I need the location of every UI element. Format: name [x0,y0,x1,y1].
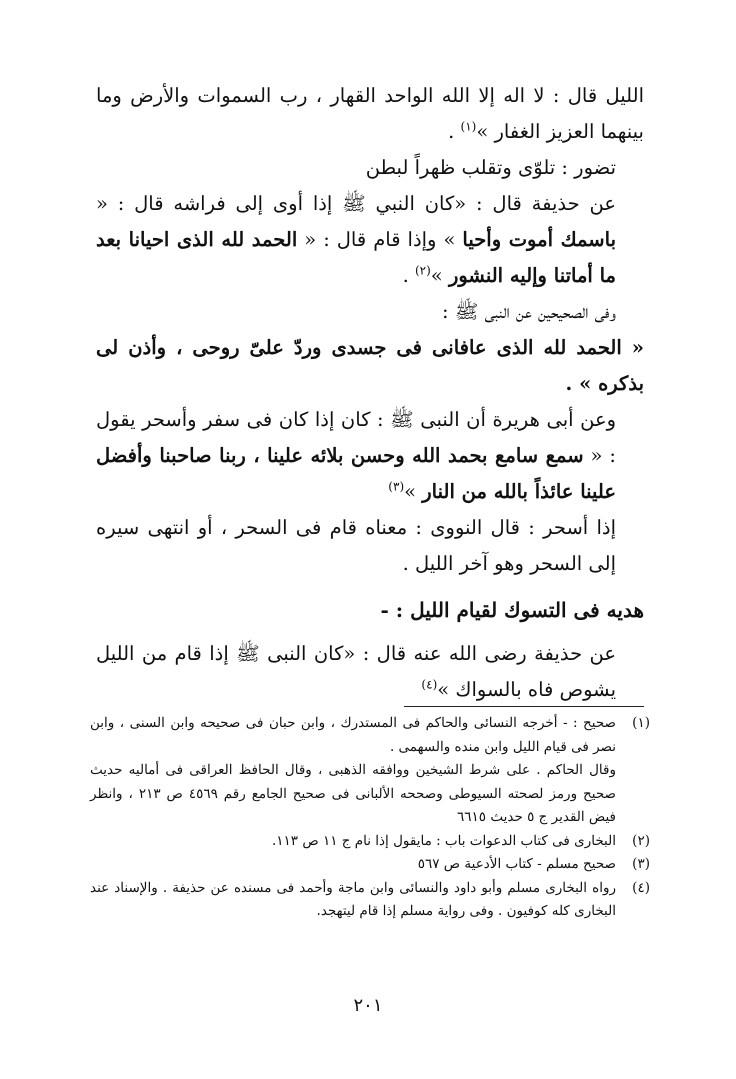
footnote-divider [404,706,644,707]
footnote-2 [90,830,650,854]
footnote-text: رواه البخارى مسلم وأبو داود والنسائى وابن ماجة وأحمد فى مسنده عن حذيفة . والإسناد عند البخارى كله كوفيون . وفى رواية مسلم إذا قام ليتهجد. [90,879,616,919]
footnote-4 [90,877,650,924]
footnote-number: (٤) [632,879,650,896]
footnote-ref-1: (١) [460,119,477,134]
section-heading: هديه فى التسوك لقيام الليل : - [380,598,644,622]
paragraph-1: الليل قال : لا اله إلا الله الواحد القهار ، رب السموات والأرض وما بينهما العزيز الغفار »$^{(١)}$ . [96,84,644,143]
footnote-number: (١) [632,715,650,731]
page-number: ٢٠١ [353,995,383,1016]
main-text [96,78,644,708]
footnote-1 [90,712,650,830]
footnote-text: صحيح مسلم - كتاب الأدعية ص ٥٦٧ [417,856,616,872]
paragraph-4: وفى الصحيحين عن النبى ﷺ : [442,300,616,323]
paragraph-5: « الحمد لله الذى عافانى فى جسدى وردّ علىّ روحى ، وأذن لى بذكره » . [96,336,644,395]
footnote-ref-4: (٤) [421,677,438,692]
footnote-text: وقال الحاكم . على شرط الشيخين ووافقه الذهبى ، وقال الحافظ العراقى فى أماليه حديث صحيح ورمز لصحته السيوطى وصححه الألبانى فى صحيح الجامع رقم ٤٥٦٩ ص ٢١٣ ، وانظر فيض القدير ج ٥ حديث ٦٦١٥ [90,762,617,825]
paragraph-3: عن حذيفة قال : «كان النبي ﷺ إذا أوى إلى فراشه قال : « باسمك أموت وأحيا » وإذا قام قال : « الحمد لله الذى احيانا بعد ما أماتنا وإليه النشور »$^{(٢)}$ . [96,192,616,287]
paragraph-8: عن حذيفة رضى الله عنه قال : «كان النبى ﷺ إذا قام من الليل يشوص فاه بالسواك »$^{(٤)}$ [96,642,616,701]
paragraph-6: وعن أبى هريرة أن النبى ﷺ : كان إذا كان فى سفر وأسحر يقول : « سمع سامع بحمد الله وحسن بلائه علينا ، ربنا صاحبنا وأفضل علينا عائذاً بالله من النار »$^{(٣)}$ [96,408,616,503]
footnote-text: البخارى فى كتاب الدعوات باب : مايقول إذا نام ج ١١ ص ١١٣. [271,832,616,849]
footnote-ref-3: (٣) [388,479,405,494]
footnote-number: (٣) [632,856,650,872]
paragraph-2: تضور : تلوّى وتقلب ظهراً لبطن [365,156,616,179]
footnotes [90,712,650,924]
footnote-text: صحيح : - أخرجه النسائى والحاكم فى المستدرك ، وابن حبان فى صحيحه وابن السنى ، وابن نصر فى قيام الليل وابن منده والسهمى . [90,715,616,755]
footnote-ref-2: (٢) [414,263,431,278]
footnote-3 [90,853,650,877]
footnote-number: (٢) [632,832,650,849]
paragraph-7: إذا أسحر : قال النووى : معناه قام فى السحر ، أو انتهى سيره إلى السحر وهو آخر الليل . [96,516,616,575]
